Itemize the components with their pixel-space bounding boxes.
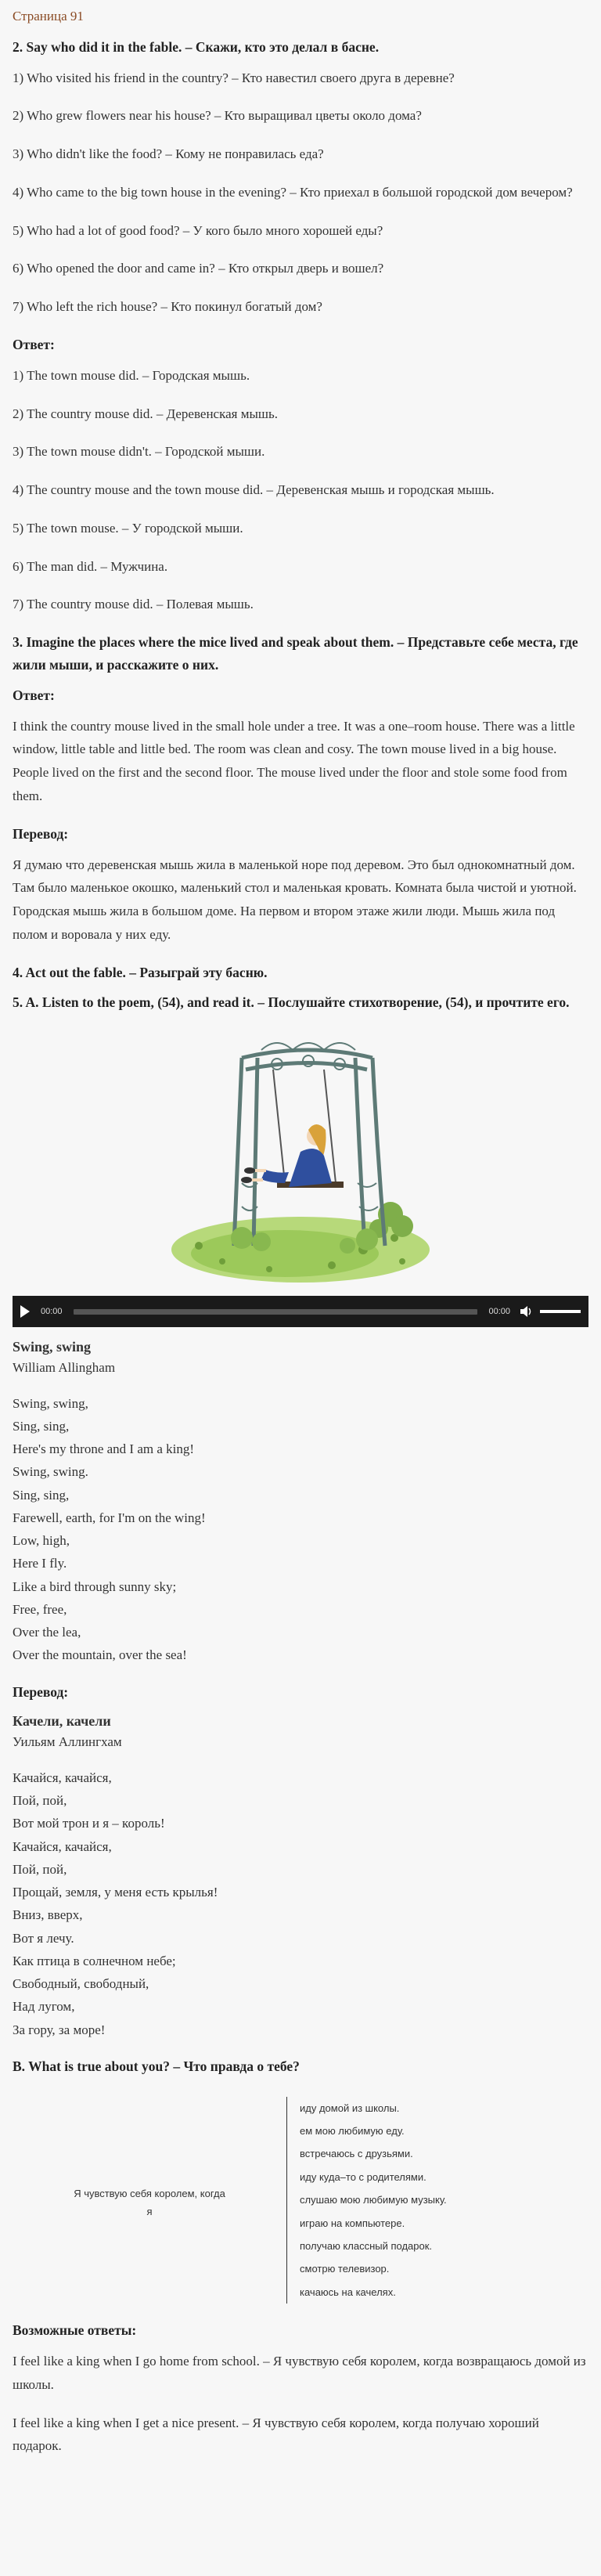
poem-line: За гору, за море! bbox=[13, 2022, 106, 2037]
poem-line: Вниз, вверх, bbox=[13, 1907, 83, 1923]
section-2-heading: 2. Say who did it in the fable. – Скажи, кто это делал в басне. bbox=[13, 38, 380, 55]
poem-line: Sing, sing, bbox=[13, 1418, 70, 1434]
swing-picture-icon bbox=[167, 1026, 434, 1285]
section-5-heading: 5. A. Listen to the poem, (54), and read it. – Послушайте стихотворение, (54), и прочтите его. bbox=[13, 994, 570, 1011]
play-icon[interactable] bbox=[20, 1305, 30, 1318]
answer-item: 5) The town mouse. – У городской мыши. bbox=[13, 520, 243, 536]
phrase-option: иду куда–то с родителями. bbox=[300, 2170, 426, 2183]
poem-line: Прощай, земля, у меня есть крылья! bbox=[13, 1885, 218, 1900]
answer-item: 6) The man did. – Мужчина. bbox=[13, 558, 168, 574]
answer-heading: Ответ: bbox=[13, 336, 55, 352]
poem-title: Swing, swing bbox=[13, 1339, 92, 1355]
poem-line: Пой, пой, bbox=[13, 1793, 67, 1809]
poem-line: Пой, пой, bbox=[13, 1861, 67, 1877]
section-b-heading: B. What is true about you? – Что правда о тебе? bbox=[13, 2058, 300, 2074]
poem-text bbox=[13, 1392, 588, 1667]
poem-line: Swing, swing. bbox=[13, 1464, 88, 1480]
section-3-heading: 3. Imagine the places where the mice lived and speak about them. – Представьте себе места, где жили мыши, и расскажите о них. bbox=[13, 634, 578, 673]
audio-duration: 00:00 bbox=[488, 1306, 510, 1316]
possible-answer: I feel like a king when I go home from school. – Я чувствую себя королем, когда возвращаюсь домой из школы. bbox=[13, 2354, 586, 2392]
poem-line: Here I fly. bbox=[13, 1556, 67, 1571]
poem-line: Sing, sing, bbox=[13, 1487, 70, 1503]
poem-line: Как птица в солнечном небе; bbox=[13, 1953, 176, 1968]
volume-slider[interactable] bbox=[540, 1310, 581, 1313]
poem-line: Вот мой трон и я – король! bbox=[13, 1816, 165, 1831]
answer-item: 2) The country mouse did. – Деревенская мышь. bbox=[13, 406, 278, 421]
translation-heading: Перевод: bbox=[13, 1683, 69, 1700]
question-item: 1) Who visited his friend in the country? – Кто навестил своего друга в деревне? bbox=[13, 70, 455, 85]
phrase-table-right bbox=[286, 2097, 447, 2304]
question-item: 7) Who left the rich house? – Кто покинул богатый дом? bbox=[13, 299, 322, 315]
question-item: 2) Who grew flowers near his house? – Кто выращивал цветы около дома? bbox=[13, 108, 422, 124]
volume-control[interactable] bbox=[520, 1306, 581, 1317]
answer-item: 7) The country mouse did. – Полевая мышь. bbox=[13, 597, 254, 612]
section-4-heading: 4. Act out the fable. – Разыграй эту басню. bbox=[13, 964, 268, 980]
phrase-option: смотрю телевизор. bbox=[300, 2263, 390, 2275]
translation-heading: Перевод: bbox=[13, 825, 69, 842]
translation-poem-text bbox=[13, 1766, 588, 2041]
answer-item: 4) The country mouse and the town mouse did. – Деревенская мышь и городская мышь. bbox=[13, 482, 495, 497]
answers-list bbox=[13, 364, 588, 616]
poem-author: William Allingham bbox=[13, 1360, 116, 1376]
poem-line: Free, free, bbox=[13, 1601, 67, 1617]
phrase-table-left bbox=[13, 2097, 286, 2304]
translation-author: Уильям Аллингхам bbox=[13, 1734, 122, 1750]
phrase-start: Я чувствую себя королем, когда я bbox=[74, 2188, 225, 2217]
poem-line: Качайся, качайся, bbox=[13, 1770, 112, 1785]
answer-paragraph: I think the country mouse lived in the small hole under a tree. It was a one–room house. There was a little window, little table and little bed. The room was clean and cosy. The town mouse lived in a big house. People lived on the first and the second floor. The mouse lived under the floor and stole some food from them. bbox=[13, 718, 575, 803]
answer-item: 1) The town mouse did. – Городская мышь. bbox=[13, 367, 250, 383]
phrase-option: встречаюсь с друзьями. bbox=[300, 2148, 413, 2160]
question-item: 3) Who didn't like the food? – Кому не понравилась еда? bbox=[13, 146, 324, 162]
question-item: 6) Who opened the door and came in? – Кто открыл дверь и вошел? bbox=[13, 261, 384, 276]
girl-on-swing-illustration bbox=[13, 1026, 588, 1285]
poem-line: Свободный, свободный, bbox=[13, 1976, 149, 1992]
question-item: 5) Who had a lot of good food? – У кого было много хорошей еды? bbox=[13, 222, 383, 238]
poem-line: Swing, swing, bbox=[13, 1395, 88, 1411]
answer-item: 3) The town mouse didn't. – Городской мыши. bbox=[13, 444, 265, 460]
poem-line: Вот я лечу. bbox=[13, 1930, 74, 1946]
questions-list bbox=[13, 67, 588, 319]
poem-line: Over the mountain, over the sea! bbox=[13, 1647, 187, 1663]
volume-icon[interactable] bbox=[520, 1306, 532, 1317]
phrase-option: получаю классный подарок. bbox=[300, 2240, 433, 2253]
translation-paragraph: Я думаю что деревенская мышь жила в маленькой норе под деревом. Это был однокомнатный дом. Там было маленькое окошко, маленький стол и маленькая кровать. Комната была чистой и уютной. Городская мышь жила в большом доме. На первом и втором этаже жили люди. Мышь жила под полом и воровала у них еду. bbox=[13, 857, 577, 942]
page-number: Страница 91 bbox=[13, 9, 84, 23]
poem-line: Над лугом, bbox=[13, 1999, 75, 2015]
possible-answers-heading: Возможные ответы: bbox=[13, 2322, 137, 2339]
audio-current-time: 00:00 bbox=[41, 1306, 63, 1316]
audio-player bbox=[13, 1296, 588, 1327]
phrase-option: играю на компьютере. bbox=[300, 2217, 405, 2229]
poem-line: Here's my throne and I am a king! bbox=[13, 1441, 195, 1457]
phrase-option: ем мою любимую еду. bbox=[300, 2125, 405, 2138]
question-item: 4) Who came to the big town house in the evening? – Кто приехал в большой городской дом вечером? bbox=[13, 184, 573, 200]
poem-line: Farewell, earth, for I'm on the wing! bbox=[13, 1510, 206, 1525]
poem-line: Качайся, качайся, bbox=[13, 1838, 112, 1854]
possible-answer: I feel like a king when I get a nice present. – Я чувствую себя королем, когда получаю хороший подарок. bbox=[13, 2415, 539, 2454]
poem-line: Like a bird through sunny sky; bbox=[13, 1578, 177, 1594]
phrase-option: иду домой из школы. bbox=[300, 2102, 400, 2114]
poem-line: Over the lea, bbox=[13, 1625, 81, 1640]
audio-progress-slider[interactable] bbox=[74, 1309, 478, 1315]
phrase-option: качаюсь на качелях. bbox=[300, 2286, 396, 2298]
phrase-table bbox=[13, 2097, 588, 2304]
phrase-option: слушаю мою любимую музыку. bbox=[300, 2194, 447, 2206]
poem-line: Low, high, bbox=[13, 1533, 70, 1549]
answer-heading: Ответ: bbox=[13, 687, 55, 703]
translation-title: Качели, качели bbox=[13, 1713, 111, 1730]
